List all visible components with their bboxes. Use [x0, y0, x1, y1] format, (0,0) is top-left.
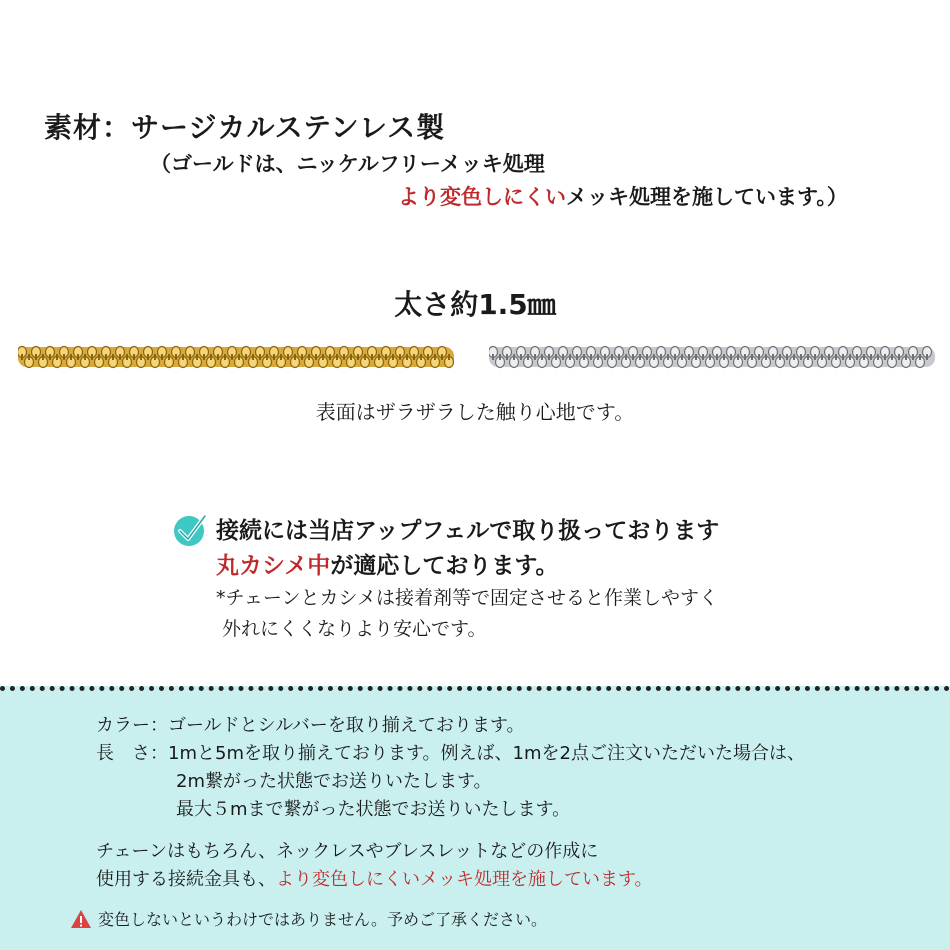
info-length-detail1: 2m繋がった状態でお送りいたします。	[176, 771, 492, 792]
gold-chain-image	[18, 340, 454, 374]
info-length: 長 さ：1mと5mを取り揃えております。例えば、1mを2点ご注文いただいた場合は、	[96, 743, 805, 764]
connection-line3: *チェーンとカシメは接着剤等で固定させると作業しやすく	[216, 587, 718, 609]
material-title: 素材：サージカルステンレス製	[44, 111, 446, 144]
connection-line1: 接続には当店アップフェルで取り扱っております	[216, 518, 720, 544]
material-note-line2	[398, 181, 848, 211]
connection-rest: が適応しております。	[330, 553, 559, 579]
connection-red: 丸カシメ中	[216, 553, 331, 579]
info-panel	[0, 686, 950, 950]
check-icon	[172, 512, 208, 548]
info-fittings-a: 使用する接続金具も、	[96, 869, 276, 890]
silver-chain-image	[489, 340, 935, 374]
material-note-red: より変色しにくい	[398, 185, 566, 209]
material-note-rest: メッキ処理を施しています。）	[566, 185, 848, 209]
warning-icon	[70, 909, 92, 929]
info-fittings-red: より変色しにくいメッキ処理を施しています。	[276, 869, 653, 890]
surface-description: 表面はザラザラした触り心地です。	[315, 400, 635, 424]
warning-text: 変色しないというわけではありません。予めご了承ください。	[98, 910, 547, 929]
material-note-line1: （ゴールドは、ニッケルフリーメッキ処理	[150, 152, 545, 176]
connection-line4: 外れにくくなりより安心です。	[222, 618, 487, 640]
info-fittings2	[96, 865, 653, 891]
connection-line2	[216, 547, 558, 580]
info-color: カラー：ゴールドとシルバーを取り揃えております。	[96, 715, 525, 736]
info-length-detail2: 最大５mまで繋がった状態でお送りいたします。	[176, 799, 571, 820]
info-fittings1: チェーンはもちろん、ネックレスやブレスレットなどの作成に	[96, 841, 599, 862]
thickness-label: 太さ約1.5㎜	[394, 288, 556, 321]
